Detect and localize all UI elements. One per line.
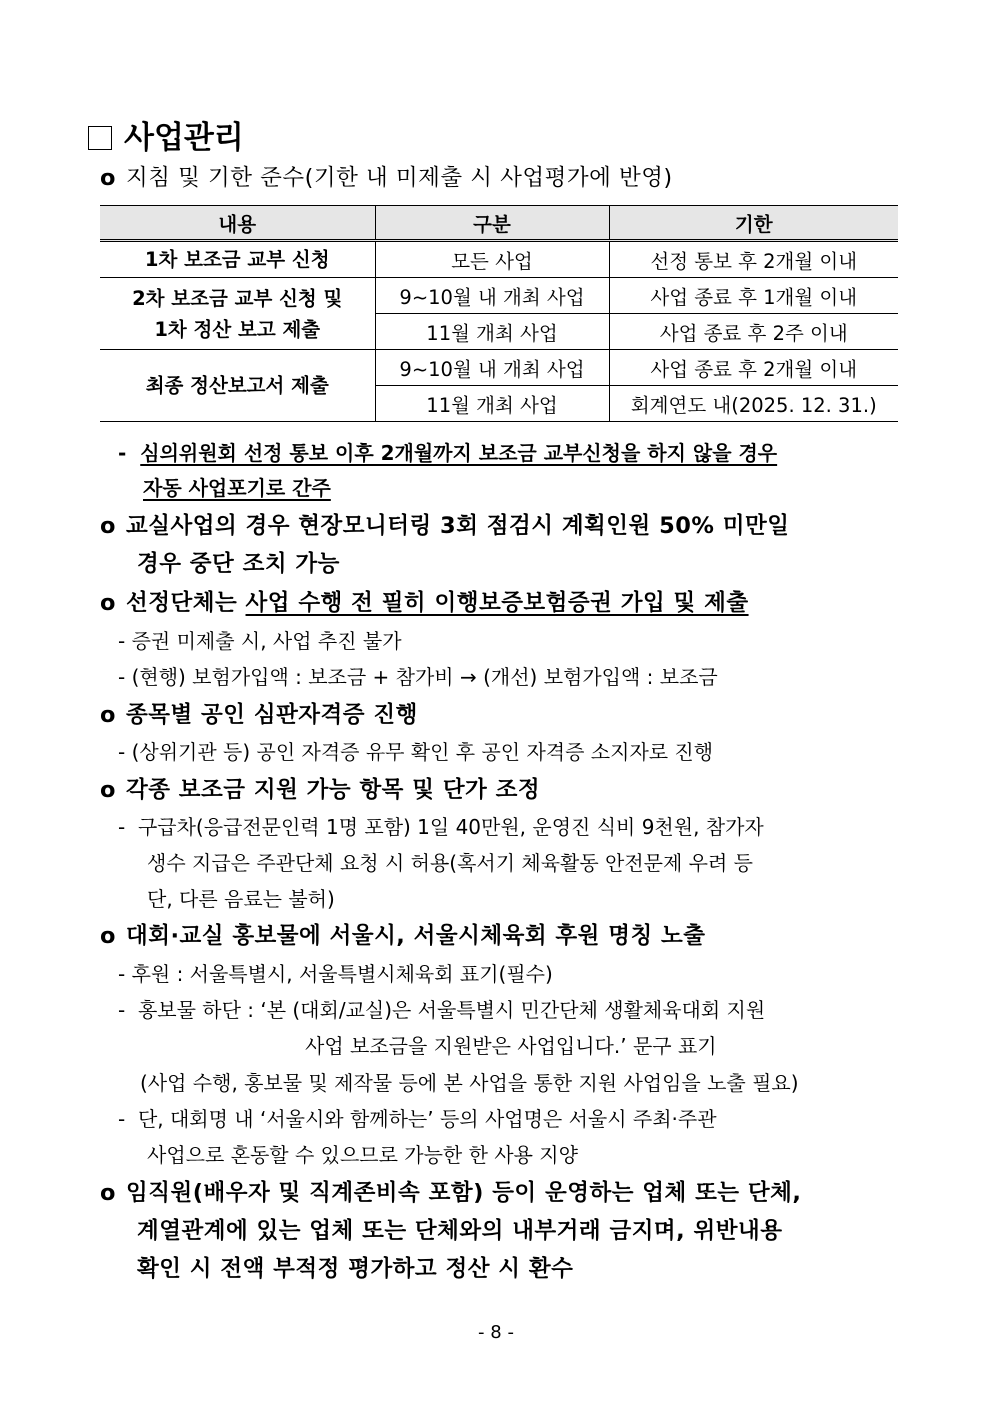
table-cell: 1차 보조금 교부 신청 (100, 241, 375, 278)
bullet-item-monitoring-line2: 경우 중단 조치 가능 (137, 551, 340, 577)
table-cell: 2차 보조금 교부 신청 및 1차 정산 보고 제출 (100, 278, 375, 350)
table-header-deadline: 기한 (609, 206, 898, 241)
table-cell: 사업 종료 후 2개월 이내 (609, 350, 898, 386)
sub-item-note: (사업 수행, 홍보물 및 제작물 등에 본 사업을 통한 지원 사업임을 노출 필요) (140, 1071, 799, 1095)
sub-item-cont: 생수 지급은 주관단체 요청 시 허용(혹서기 체육활동 안전문제 우려 등 (147, 851, 753, 875)
table-header-row (100, 206, 898, 241)
bullet-item-internal-trade: o 임직원(배우자 및 직계존비속 포함) 등이 운영하는 업체 또는 단체, (100, 1180, 802, 1206)
table-cell: 최종 정산보고서 제출 (100, 350, 375, 422)
table-cell: 9~10월 내 개최 사업 (375, 350, 609, 386)
sub-item: - (상위기관 등) 공인 자격증 유무 확인 후 공인 자격증 소지자로 진행 (118, 740, 714, 764)
sub-item: - 구급차(응급전문인력 1명 포함) 1일 40만원, 운영진 식비 9천원, 참가자 (118, 815, 764, 839)
sub-item-cont: 사업 보조금을 지원받은 사업입니다.’ 문구 표기 (305, 1034, 717, 1058)
table-row (100, 278, 898, 314)
table-cell: 11월 개최 사업 (375, 386, 609, 422)
page-number: - 8 - (478, 1322, 514, 1343)
section-title: 사업관리 (88, 112, 244, 157)
note-forfeit-line2: 자동 사업포기로 간주 (143, 476, 331, 500)
bullet-item-subsidy: o 각종 보조금 지원 가능 항목 및 단가 조정 (100, 777, 541, 803)
bullet-item-deadline: o 지침 및 기한 준수(기한 내 미제출 시 사업평가에 반영) (100, 165, 673, 191)
bullet-item-insurance: o 선정단체는 사업 수행 전 필히 이행보증보험증권 가입 및 제출 (100, 590, 749, 616)
bullet-item-promotion: o 대회·교실 홍보물에 서울시, 서울시체육회 후원 명칭 노출 (100, 923, 706, 949)
sub-item: - 홍보물 하단 : ‘본 (대회/교실)은 서울특별시 민간단체 생활체육대회 지원 (118, 998, 766, 1022)
table-cell: 사업 종료 후 1개월 이내 (609, 278, 898, 314)
table-cell: 선정 통보 후 2개월 이내 (609, 241, 898, 278)
table-row (100, 350, 898, 386)
table-cell: 회계연도 내(2025. 12. 31.) (609, 386, 898, 422)
table-header-category: 구분 (375, 206, 609, 241)
table-cell: 사업 종료 후 2주 이내 (609, 314, 898, 350)
note-forfeit: - 심의위원회 선정 통보 이후 2개월까지 보조금 교부신청을 하지 않을 경우 (118, 441, 778, 465)
bullet-item-monitoring: o 교실사업의 경우 현장모니터링 3회 점검시 계획인원 50% 미만일 (100, 513, 790, 539)
sub-item: - (현행) 보험가입액 : 보조금 + 참가비 → (개선) 보험가입액 : 보조금 (118, 665, 718, 689)
bullet-item-internal-trade-line2: 계열관계에 있는 업체 또는 단체와의 내부거래 금지며, 위반내용 (137, 1218, 783, 1244)
table-cell: 모든 사업 (375, 241, 609, 278)
sub-item: - 단, 대회명 내 ‘서울시와 함께하는’ 등의 사업명은 서울시 주최·주관 (118, 1107, 717, 1131)
sub-item: - 증권 미제출 시, 사업 추진 불가 (118, 629, 402, 653)
bullet-item-internal-trade-line3: 확인 시 전액 부적정 평가하고 정산 시 환수 (137, 1256, 574, 1282)
table-row (100, 241, 898, 278)
bullet-item-referee: o 종목별 공인 심판자격증 진행 (100, 702, 418, 728)
sub-item: - 후원 : 서울특별시, 서울특별시체육회 표기(필수) (118, 962, 553, 986)
deadline-table (100, 205, 898, 422)
sub-item-cont: 단, 다른 음료는 불허) (147, 887, 335, 911)
table-header-content: 내용 (100, 206, 375, 241)
checkbox-square-icon (88, 126, 112, 150)
table-cell: 11월 개최 사업 (375, 314, 609, 350)
table-cell: 9~10월 내 개최 사업 (375, 278, 609, 314)
sub-item-cont: 사업으로 혼동할 수 있으므로 가능한 한 사용 지양 (147, 1143, 578, 1167)
bullet-marker: o (100, 165, 116, 191)
